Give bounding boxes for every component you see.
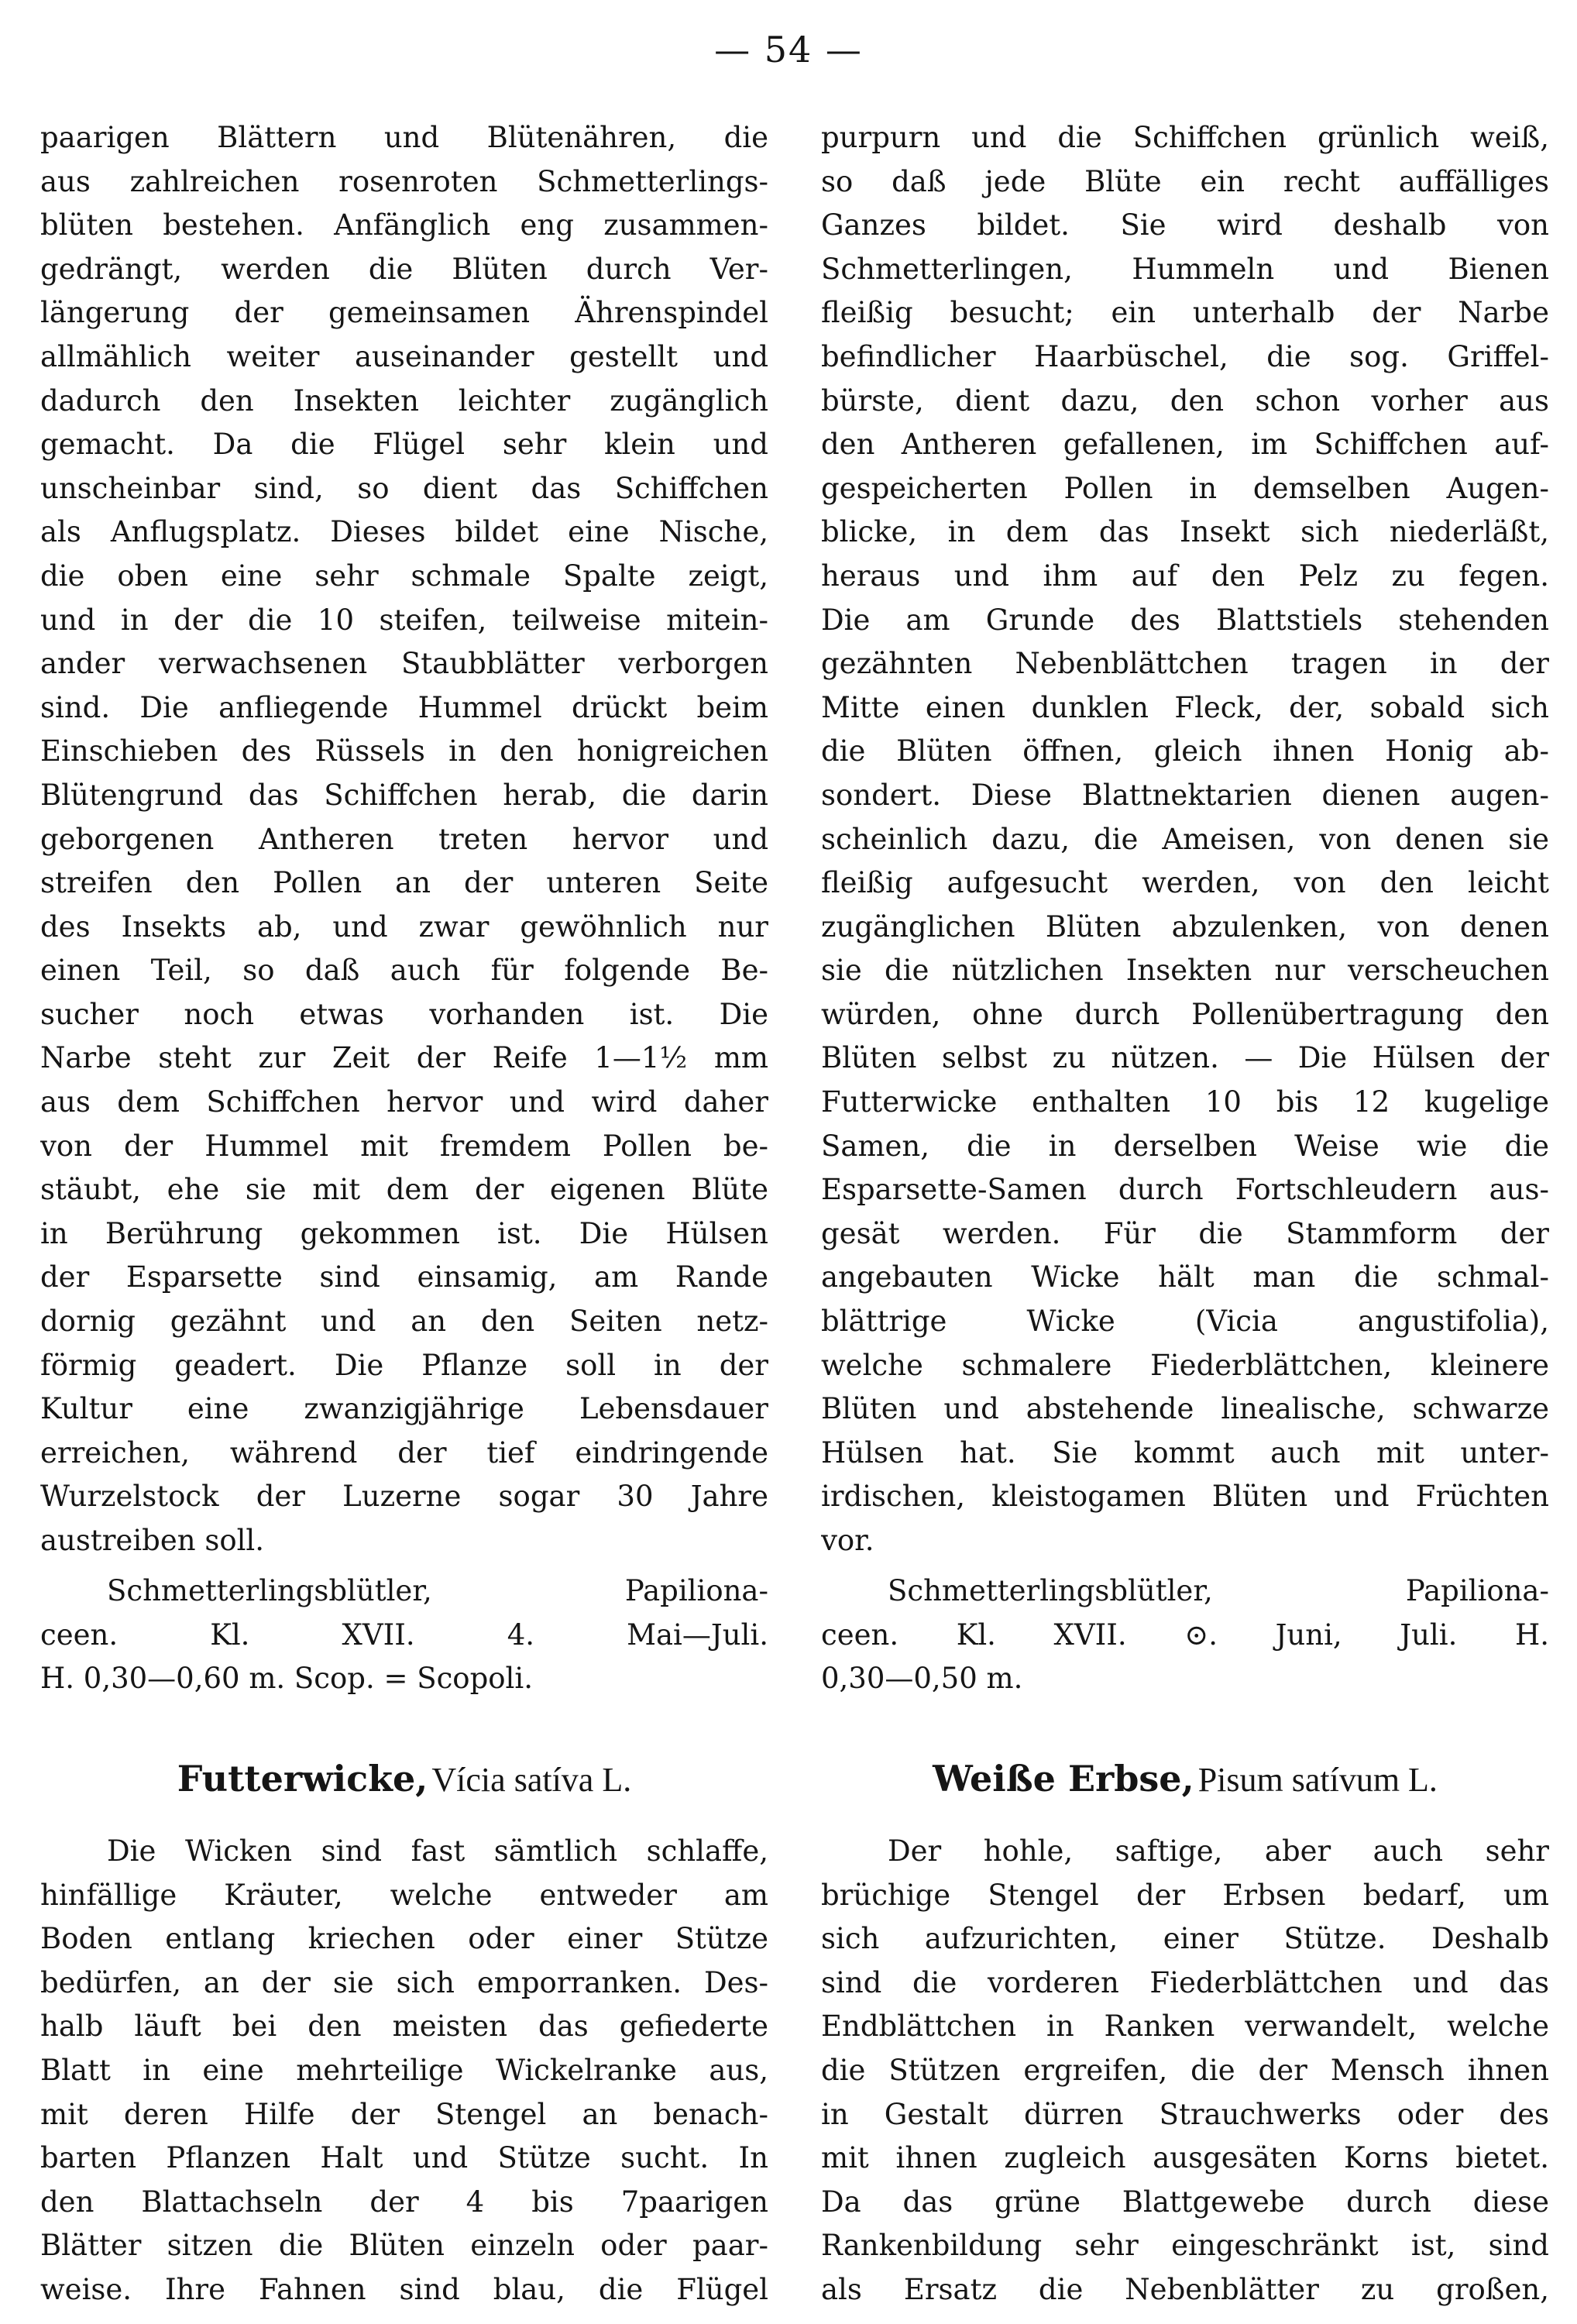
text-line: Die Wicken sind fast sämtlich schlaffe, (107, 1834, 768, 1868)
text-line: Endblättchen in Ranken verwandelt, welche (821, 2009, 1549, 2044)
text-line: die Stützen ergreifen, die der Mensch ihnen (821, 2053, 1549, 2087)
text-line: so daß jede Blüte ein recht auffälliges (821, 164, 1549, 198)
left-paragraph-2 (40, 1830, 768, 2312)
right-classification (821, 1569, 1549, 1701)
text-line: halb läuft bei den meisten das gefiederte (40, 2009, 768, 2044)
text-line: sind. Die anfliegende Hummel drückt beim (40, 690, 768, 724)
page-number: — 54 — (714, 29, 863, 70)
text-line: streifen den Pollen an der unteren Seite (40, 866, 768, 900)
text-line: angebauten Wicke hält man die schmal- (821, 1260, 1549, 1294)
text-line: Ganzes bildet. Sie wird deshalb von (821, 208, 1549, 242)
text-line: ceen. Kl. XVII. ⊙. Juni, Juli. H. (821, 1618, 1549, 1652)
text-line: des Insekts ab, und zwar gewöhnlich nur (40, 909, 768, 944)
text-line: H. 0,30—0,60 m. Scop. = Scopoli. (40, 1662, 533, 1696)
text-line: fleißig aufgesucht werden, von den leicht (821, 866, 1549, 900)
text-line: Blüten selbst zu nützen. — Die Hülsen der (821, 1041, 1549, 1075)
text-line: den Antheren gefallenen, im Schiffchen auf- (821, 428, 1549, 462)
text-line: einen Teil, so daß auch für folgende Be- (40, 954, 768, 988)
text-line: gespeicherten Pollen in demselben Augen- (821, 471, 1549, 505)
text-line: gedrängt, werden die Blüten durch Ver- (40, 252, 768, 286)
text-line: von der Hummel mit fremdem Pollen be- (40, 1129, 768, 1163)
right-section-heading (821, 1751, 1549, 1807)
heading-latin-name: Vícia satíva L. (431, 1761, 632, 1799)
text-line: sondert. Diese Blattnektarien dienen augen- (821, 778, 1549, 812)
text-line: Boden entlang kriechen oder einer Stütze (40, 1922, 768, 1956)
text-line: heraus und ihm auf den Pelz zu fegen. (821, 559, 1549, 593)
heading-german-name: Futterwicke, (177, 1758, 428, 1800)
text-line: Schmetterlingen, Hummeln und Bienen (821, 252, 1549, 286)
text-line: Einschieben des Rüssels in den honigreichen (40, 734, 768, 768)
text-line: blättrige Wicke (Vicia angustifolia), (821, 1305, 1549, 1339)
text-line: blüten bestehen. Anfänglich eng zusammen- (40, 208, 768, 242)
heading-latin-name: Pisum satívum L. (1197, 1761, 1438, 1799)
text-line: in Gestalt dürren Strauchwerks oder des (821, 2097, 1549, 2131)
right-paragraph-2 (821, 1830, 1549, 2312)
text-line: dornig gezähnt und an den Seiten netz- (40, 1305, 768, 1339)
text-line: barten Pflanzen Halt und Stütze sucht. In (40, 2141, 768, 2175)
text-line: austreiben soll. (40, 1524, 265, 1557)
right-paragraph-1 (821, 116, 1549, 1563)
text-line: Futterwicke enthalten 10 bis 12 kugelige (821, 1085, 1549, 1119)
left-section-heading (40, 1751, 768, 1807)
text-line: der Esparsette sind einsamig, am Rande (40, 1260, 768, 1294)
text-line: scheinlich dazu, die Ameisen, von denen sie (821, 822, 1549, 856)
text-line: Narbe steht zur Zeit der Reife 1—1½ mm (40, 1041, 768, 1075)
text-line: dadurch den Insekten leichter zugänglich (40, 383, 768, 418)
text-line: Mitte einen dunklen Fleck, der, sobald sich (821, 690, 1549, 724)
text-line: und in der die 10 steifen, teilweise mitein- (40, 603, 768, 637)
text-line: Der hohle, saftige, aber auch sehr (888, 1834, 1549, 1868)
text-line: vor. (821, 1524, 874, 1557)
text-line: zugänglichen Blüten abzulenken, von denen (821, 909, 1549, 944)
text-line: aus zahlreichen rosenroten Schmetterlings- (40, 164, 768, 198)
text-line: als Ersatz die Nebenblätter zu großen, (821, 2272, 1549, 2306)
text-line: die oben eine sehr schmale Spalte zeigt, (40, 559, 768, 593)
left-classification (40, 1569, 768, 1701)
text-line: würden, ohne durch Pollenübertragung den (821, 997, 1549, 1031)
text-line: fleißig besucht; ein unterhalb der Narbe (821, 296, 1549, 330)
text-line: Rankenbildung sehr eingeschränkt ist, sind (821, 2229, 1549, 2263)
text-line: geborgenen Antheren treten hervor und (40, 822, 768, 856)
text-line: befindlicher Haarbüschel, die sog. Griffel- (821, 339, 1549, 373)
text-line: als Anflugsplatz. Dieses bildet eine Nische, (40, 515, 768, 549)
text-line: Die am Grunde des Blattstiels stehenden (821, 603, 1549, 637)
text-line: erreichen, während der tief eindringende (40, 1435, 768, 1470)
text-line: Esparsette-Samen durch Fortschleudern aus- (821, 1173, 1549, 1207)
text-line: weise. Ihre Fahnen sind blau, die Flügel (40, 2272, 768, 2306)
text-line: Blüten und abstehende linealische, schwarze (821, 1392, 1549, 1426)
text-line: in Berührung gekommen ist. Die Hülsen (40, 1216, 768, 1250)
text-line: purpurn und die Schiffchen grünlich weiß, (821, 121, 1549, 154)
text-line: Schmetterlingsblütler, Papiliona- (107, 1574, 768, 1607)
text-line: längerung der gemeinsamen Ährenspindel (40, 296, 768, 330)
text-line: irdischen, kleistogamen Blüten und Früchten (821, 1480, 1549, 1514)
text-line: stäubt, ehe sie mit dem der eigenen Blüte (40, 1173, 768, 1207)
text-line: Blatt in eine mehrteilige Wickelranke aus, (40, 2053, 768, 2087)
text-line: unscheinbar sind, so dient das Schiffchen (40, 471, 768, 505)
text-line: gesät werden. Für die Stammform der (821, 1216, 1549, 1250)
text-line: aus dem Schiffchen hervor und wird daher (40, 1085, 768, 1119)
text-line: Schmetterlingsblütler, Papiliona- (888, 1574, 1549, 1607)
text-line: blicke, in dem das Insekt sich niederläßt, (821, 515, 1549, 549)
text-line: 0,30—0,50 m. (821, 1662, 1023, 1696)
text-line: gemacht. Da die Flügel sehr klein und (40, 428, 768, 462)
text-line: hinfällige Kräuter, welche entweder am (40, 1878, 768, 1912)
left-paragraph-1 (40, 116, 768, 1563)
text-line: welche schmalere Fiederblättchen, kleinere (821, 1348, 1549, 1382)
text-line: mit ihnen zugleich ausgesäten Korns bietet. (821, 2141, 1549, 2175)
text-line: bedürfen, an der sie sich emporranken. Des- (40, 1965, 768, 1999)
text-line: ander verwachsenen Staubblätter verborgen (40, 647, 768, 681)
text-line: förmig geadert. Die Pflanze soll in der (40, 1348, 768, 1382)
text-line: brüchige Stengel der Erbsen bedarf, um (821, 1878, 1549, 1912)
text-line: bürste, dient dazu, den schon vorher aus (821, 383, 1549, 418)
text-line: allmählich weiter auseinander gestellt und (40, 339, 768, 373)
text-line: Kultur eine zwanzigjährige Lebensdauer (40, 1392, 768, 1426)
heading-german-name: Weiße Erbse, (933, 1758, 1194, 1800)
text-line: Hülsen hat. Sie kommt auch mit unter- (821, 1435, 1549, 1470)
text-line: paarigen Blättern und Blütenähren, die (40, 121, 768, 154)
text-line: Wurzelstock der Luzerne sogar 30 Jahre (40, 1480, 768, 1514)
text-line: gezähnten Nebenblättchen tragen in der (821, 647, 1549, 681)
text-line: Samen, die in derselben Weise wie die (821, 1129, 1549, 1163)
text-line: den Blattachseln der 4 bis 7paarigen (40, 2185, 768, 2219)
text-line: mit deren Hilfe der Stengel an benach- (40, 2097, 768, 2131)
text-line: die Blüten öffnen, gleich ihnen Honig ab- (821, 734, 1549, 768)
text-line: Blätter sitzen die Blüten einzeln oder paar- (40, 2229, 768, 2263)
text-line: ceen. Kl. XVII. 4. Mai—Juli. (40, 1618, 768, 1652)
text-line: sich aufzurichten, einer Stütze. Deshalb (821, 1922, 1549, 1956)
text-line: sucher noch etwas vorhanden ist. Die (40, 997, 768, 1031)
text-line: sind die vorderen Fiederblättchen und das (821, 1965, 1549, 1999)
text-line: Blütengrund das Schiffchen herab, die darin (40, 778, 768, 812)
text-line: sie die nützlichen Insekten nur verscheuchen (821, 954, 1549, 988)
text-line: Da das grüne Blattgewebe durch diese (821, 2185, 1549, 2219)
